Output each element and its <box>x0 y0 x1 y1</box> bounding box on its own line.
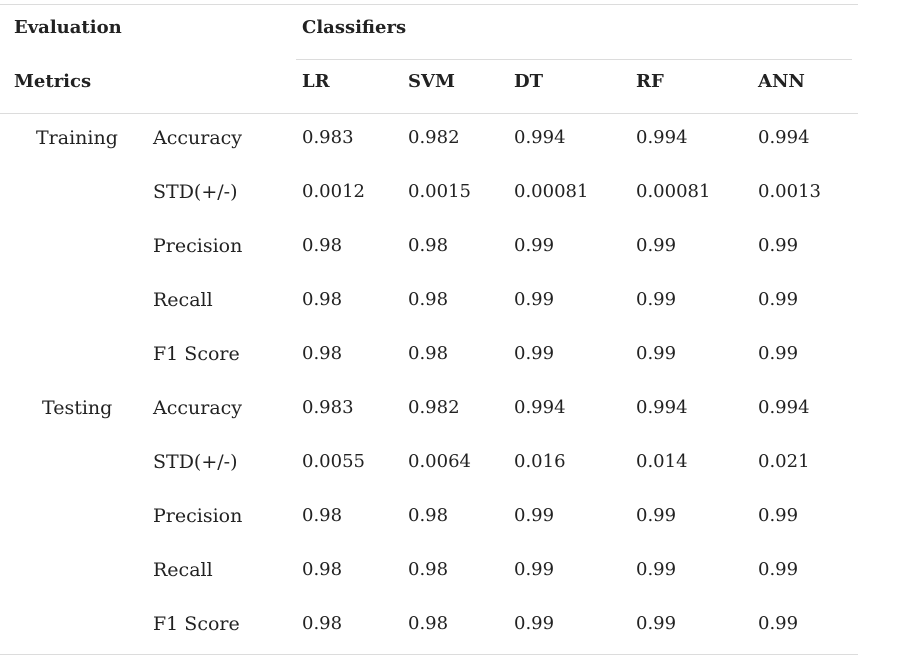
table-cell: 0.98 <box>408 613 449 634</box>
table-cell: 0.982 <box>408 127 460 148</box>
results-table <box>0 4 858 656</box>
table-cell: 0.99 <box>636 343 677 364</box>
table-cell: 0.0064 <box>408 451 471 472</box>
row-metric-label: Precision <box>153 505 243 527</box>
row-metric-label: Accuracy <box>153 127 243 149</box>
column-header-rf: RF <box>636 71 664 92</box>
table-cell: 0.99 <box>514 343 555 364</box>
table-cell: 0.021 <box>758 451 810 472</box>
table-cell: 0.994 <box>514 127 566 148</box>
table-cell: 0.98 <box>408 505 449 526</box>
table-cell: 0.994 <box>636 127 688 148</box>
table-cell: 0.98 <box>408 559 449 580</box>
table-cell: 0.0013 <box>758 181 821 202</box>
table-cell: 0.99 <box>758 505 799 526</box>
table-cell: 0.983 <box>302 397 354 418</box>
table-cell: 0.99 <box>636 289 677 310</box>
table-cell: 0.99 <box>758 559 799 580</box>
table-cell: 0.994 <box>758 397 810 418</box>
row-metric-label: F1 Score <box>153 343 240 365</box>
table-cell: 0.99 <box>636 505 677 526</box>
table-cell: 0.98 <box>408 235 449 256</box>
column-header-ann: ANN <box>758 71 805 92</box>
table-cell: 0.994 <box>514 397 566 418</box>
table-cell: 0.0055 <box>302 451 365 472</box>
table-top-rule <box>0 4 858 5</box>
table-cell: 0.00081 <box>514 181 589 202</box>
table-cell: 0.0012 <box>302 181 365 202</box>
table-cell: 0.99 <box>636 235 677 256</box>
column-header-lr: LR <box>302 71 330 92</box>
row-metric-label: Precision <box>153 235 243 257</box>
header-bottom-rule <box>0 113 858 114</box>
table-cell: 0.0015 <box>408 181 471 202</box>
header-classifiers: Classifiers <box>302 17 407 38</box>
table-cell: 0.98 <box>408 289 449 310</box>
table-cell: 0.99 <box>636 613 677 634</box>
table-cell: 0.98 <box>302 343 343 364</box>
table-cell: 0.99 <box>514 235 555 256</box>
table-cell: 0.99 <box>514 559 555 580</box>
table-cell: 0.99 <box>514 613 555 634</box>
column-header-svm: SVM <box>408 71 455 92</box>
table-cell: 0.98 <box>302 289 343 310</box>
row-metric-label: Accuracy <box>153 397 243 419</box>
table-cell: 0.98 <box>302 505 343 526</box>
table-cell: 0.99 <box>514 505 555 526</box>
table-cell: 0.014 <box>636 451 688 472</box>
table-cell: 0.99 <box>758 613 799 634</box>
row-metric-label: Recall <box>153 289 213 311</box>
table-cell: 0.983 <box>302 127 354 148</box>
row-group-label: Training <box>36 127 118 149</box>
header-metrics: Metrics <box>14 71 92 92</box>
table-cell: 0.99 <box>636 559 677 580</box>
row-group-label: Testing <box>42 397 113 419</box>
table-cell: 0.98 <box>302 559 343 580</box>
table-cell: 0.99 <box>758 289 799 310</box>
table-cell: 0.994 <box>758 127 810 148</box>
table-cell: 0.016 <box>514 451 566 472</box>
table-cell: 0.99 <box>758 235 799 256</box>
table-cell: 0.99 <box>514 289 555 310</box>
table-cell: 0.98 <box>408 343 449 364</box>
table-cell: 0.99 <box>758 343 799 364</box>
classifiers-underline <box>296 59 852 60</box>
table-cell: 0.00081 <box>636 181 711 202</box>
table-cell: 0.994 <box>636 397 688 418</box>
table-cell: 0.98 <box>302 613 343 634</box>
column-header-dt: DT <box>514 71 544 92</box>
table-cell: 0.98 <box>302 235 343 256</box>
table-bottom-rule <box>0 654 858 655</box>
table-cell: 0.982 <box>408 397 460 418</box>
header-evaluation: Evaluation <box>14 17 122 38</box>
row-metric-label: F1 Score <box>153 613 240 635</box>
row-metric-label: STD(+/-) <box>153 451 238 473</box>
row-metric-label: Recall <box>153 559 213 581</box>
row-metric-label: STD(+/-) <box>153 181 238 203</box>
